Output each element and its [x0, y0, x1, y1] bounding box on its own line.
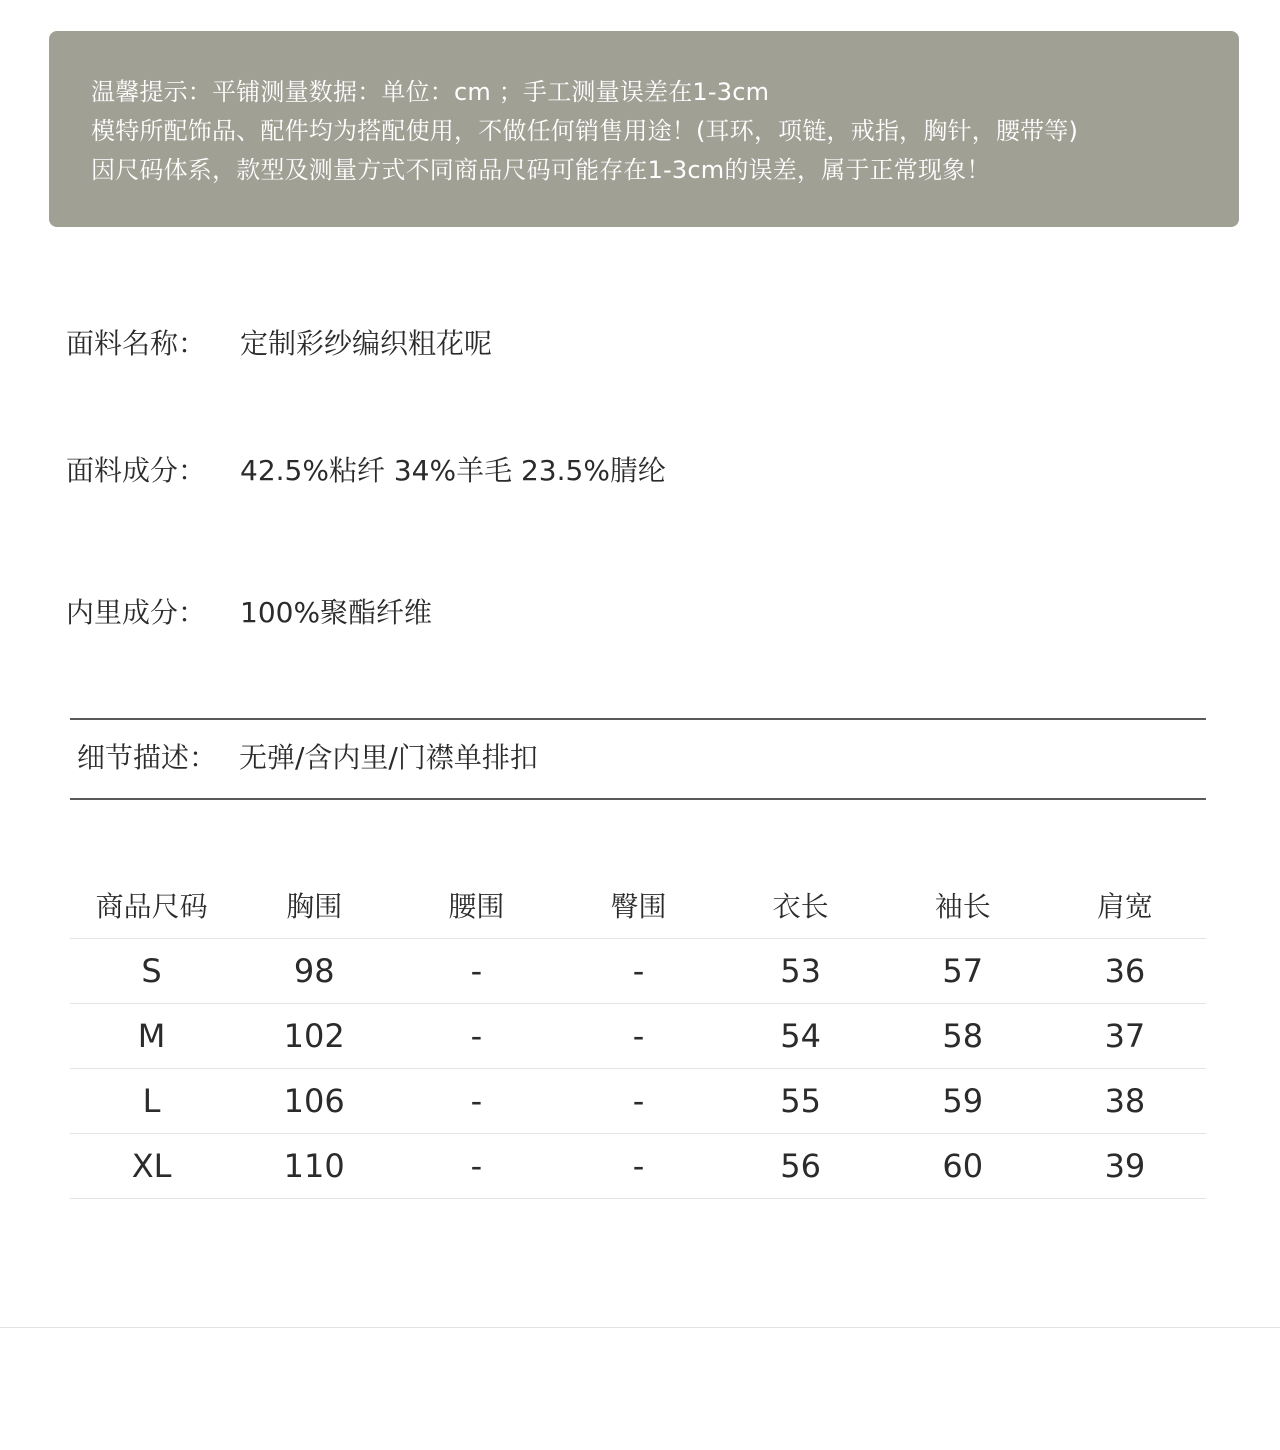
notice-line: 温馨提示：平铺测量数据：单位：cm ；手工测量误差在1-3cm [91, 78, 770, 106]
detail-row [77, 738, 538, 778]
table-row [70, 1004, 1206, 1069]
table-cell: - [395, 1004, 557, 1069]
table-cell: 56 [720, 1134, 882, 1199]
table-cell: M [70, 1004, 233, 1069]
fabric-name-row [66, 324, 492, 364]
lining-composition-value: 100%聚酯纤维 [240, 596, 433, 629]
lining-composition-row [66, 593, 432, 633]
fabric-composition-value: 42.5%粘纤 34%羊毛 23.5%腈纶 [240, 454, 666, 487]
fabric-composition-label: 面料成分： [66, 454, 207, 487]
table-cell: 102 [233, 1004, 395, 1069]
header-hip: 臀围 [557, 872, 719, 939]
table-cell: - [395, 939, 557, 1004]
notice-box [49, 31, 1239, 227]
detail-top-divider [70, 718, 1206, 720]
detail-label: 细节描述： [77, 741, 218, 774]
header-size: 商品尺码 [70, 872, 233, 939]
fabric-name-value: 定制彩纱编织粗花呢 [240, 327, 493, 360]
table-cell: - [557, 1134, 719, 1199]
header-chest: 胸围 [233, 872, 395, 939]
table-cell: 36 [1044, 939, 1206, 1004]
size-table [70, 872, 1206, 1199]
table-cell: - [557, 1069, 719, 1134]
table-cell: 110 [233, 1134, 395, 1199]
table-cell: L [70, 1069, 233, 1134]
table-cell: 59 [882, 1069, 1044, 1134]
size-table-header [70, 872, 1206, 939]
footer-divider [0, 1327, 1280, 1328]
lining-composition-label: 内里成分： [66, 596, 207, 629]
table-cell: 57 [882, 939, 1044, 1004]
table-cell: S [70, 939, 233, 1004]
header-shoulder: 肩宽 [1044, 872, 1206, 939]
header-length: 衣长 [720, 872, 882, 939]
header-sleeve: 袖长 [882, 872, 1044, 939]
fabric-name-label: 面料名称： [66, 327, 207, 360]
detail-bottom-divider [70, 798, 1206, 800]
detail-value: 无弹/含内里/门襟单排扣 [239, 741, 538, 774]
table-row [70, 939, 1206, 1004]
table-cell: XL [70, 1134, 233, 1199]
table-cell: - [557, 939, 719, 1004]
table-row [70, 1069, 1206, 1134]
table-cell: 98 [233, 939, 395, 1004]
table-cell: - [557, 1004, 719, 1069]
table-row [70, 1134, 1206, 1199]
fabric-composition-row [66, 451, 666, 491]
table-cell: 60 [882, 1134, 1044, 1199]
table-cell: 38 [1044, 1069, 1206, 1134]
table-cell: 37 [1044, 1004, 1206, 1069]
table-cell: 54 [720, 1004, 882, 1069]
table-cell: 53 [720, 939, 882, 1004]
table-cell: 55 [720, 1069, 882, 1134]
table-cell: 39 [1044, 1134, 1206, 1199]
notice-line: 因尺码体系，款型及测量方式不同商品尺码可能存在1-3cm的误差，属于正常现象！ [91, 156, 991, 184]
header-waist: 腰围 [395, 872, 557, 939]
table-cell: 58 [882, 1004, 1044, 1069]
table-cell: - [395, 1134, 557, 1199]
notice-line: 模特所配饰品、配件均为搭配使用，不做任何销售用途！(耳环，项链，戒指，胸针，腰带等) [91, 117, 1079, 145]
table-cell: - [395, 1069, 557, 1134]
table-cell: 106 [233, 1069, 395, 1134]
